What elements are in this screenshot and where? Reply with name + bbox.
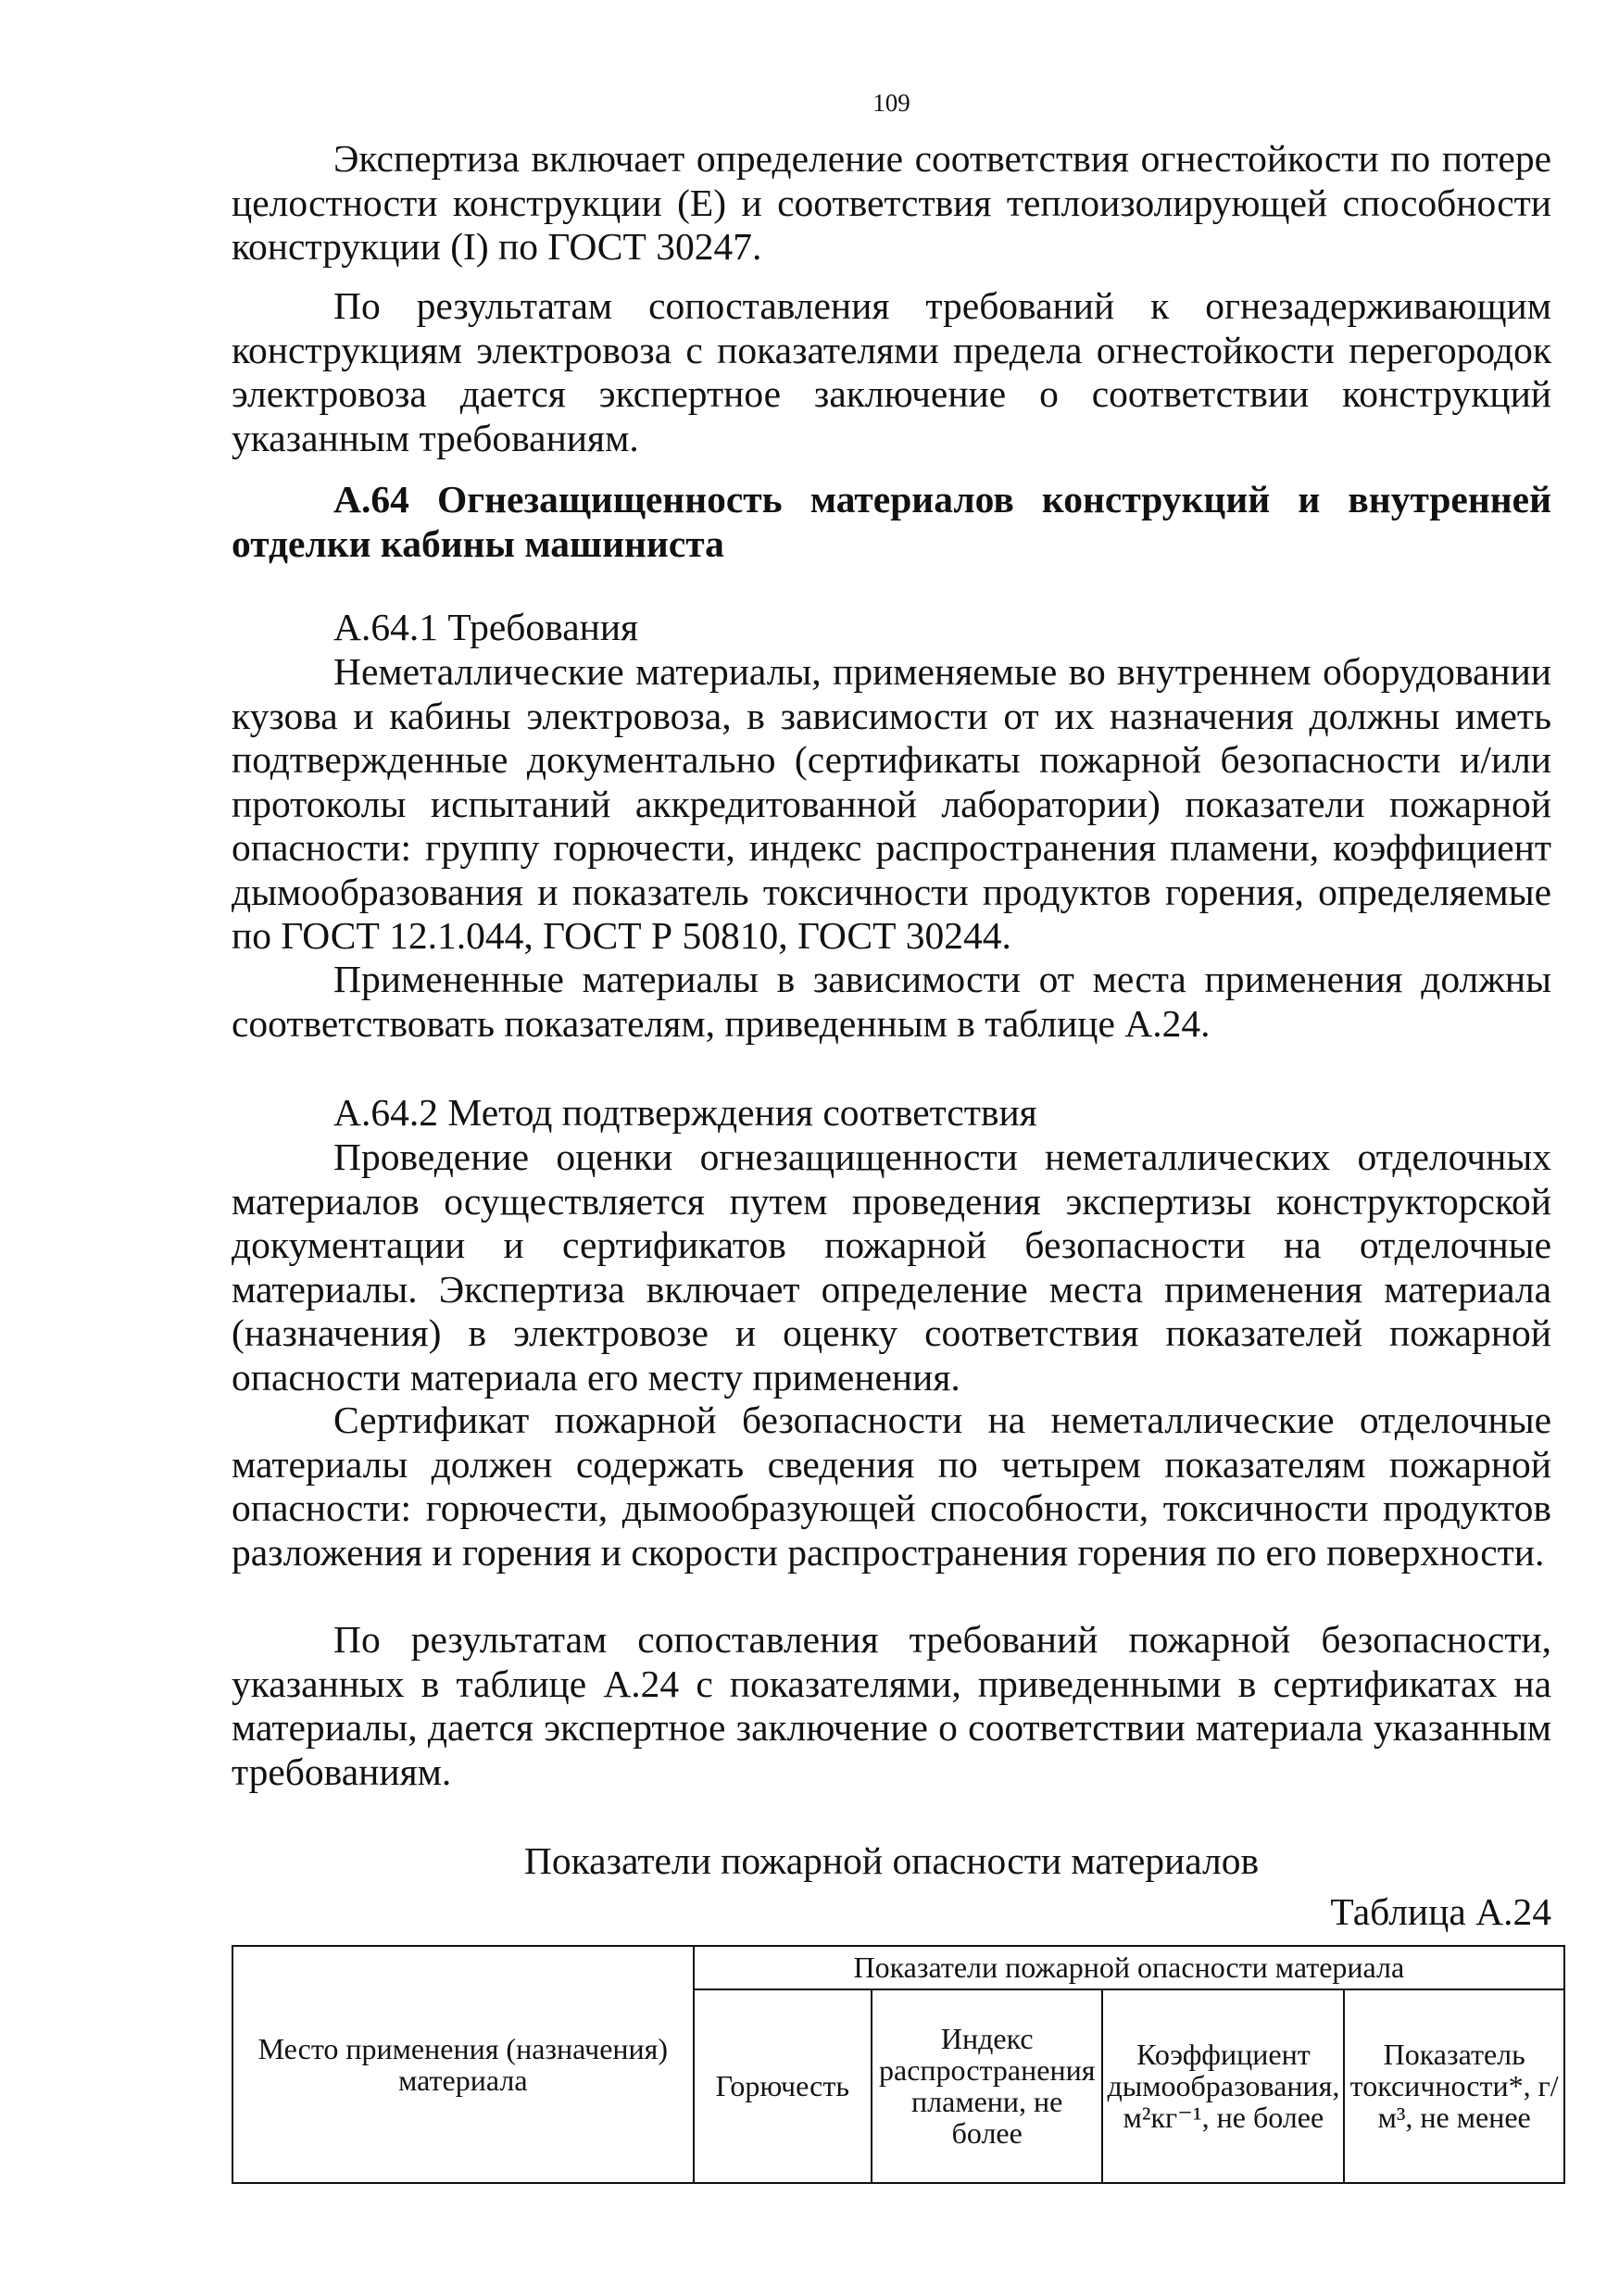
table-label: Таблица А.24: [1330, 1890, 1551, 1933]
header-combustibility: Горючесть: [694, 1989, 872, 2183]
subsection-title-requirements: А.64.1 Требования: [333, 606, 639, 648]
header-fire-hazard-group: Показатели пожарной опасности материала: [694, 1946, 1564, 1989]
paragraph-certificate-content: Сертификат пожарной безопасности на неметаллические отделочные материалы должен содержать сведения по четырем показателям пожарной опасности: горючести, дымообразующей способности, токсичности продуктов разложения и горения и скорости распространения горения по его поверхности.: [232, 1399, 1551, 1574]
table-title: Показатели пожарной опасности материалов: [523, 1839, 1260, 1882]
paragraph-applied-materials: Примененные материалы в зависимости от места применения должны соответствовать показателям, приведенным в таблице А.24.: [232, 958, 1551, 1045]
paragraph-expertise-integrity: Экспертиза включает определение соответствия огнестойкости по потере целостности конструкции (Е) и соответствия теплоизолирующей способности конструкции (I) по ГОСТ 30247.: [232, 137, 1551, 268]
paragraph-fire-barrier-conclusion: По результатам сопоставления требований к огнезадерживающим конструкциям электровоза с показателями предела огнестойкости перегородок электровоза дается экспертное заключение о соответствии конструкций указанным требованиям.: [232, 284, 1551, 459]
header-flame-spread-index: Индекс распространения пламени, не более: [872, 1989, 1103, 2183]
header-smoke-coefficient: Коэффициент дымообразования, м²кг⁻¹, не более: [1102, 1989, 1344, 2183]
paragraph-nonmetal-requirements: Неметаллические материалы, применяемые во внутреннем оборудовании кузова и кабины электровоза, в зависимости от их назначения должны иметь подтвержденные документально (сертификаты пожарной безопасности и/или протоколы испытаний аккредитованной лаборатории) показатели пожарной опасности: группу горючести, индекс распространения пламени, коэффициент дымообразования и показатель токсичности продуктов горения, определяемые по ГОСТ 12.1.044, ГОСТ Р 50810, ГОСТ 30244.: [232, 650, 1551, 957]
page-number: 109: [872, 89, 910, 117]
header-toxicity: Показатель токсичности*, г/м³, не менее: [1344, 1989, 1564, 2183]
section-heading-a64: А.64 Огнезащищенность материалов конструкций и внутренней отделки кабины машиниста: [232, 478, 1551, 565]
header-place-of-use: Место применения (назначения) материала: [232, 1946, 694, 2183]
paragraph-assessment-method: Проведение оценки огнезащищенности неметаллических отделочных материалов осуществляется путем проведения экспертизы конструкторской документации и сертификатов пожарной безопасности на отделочные материалы. Экспертиза включает определение места применения материала (назначения) в электровозе и оценку соответствия показателей пожарной опасности материала его месту применения.: [232, 1135, 1551, 1399]
paragraph-comparison-conclusion: По результатам сопоставления требований пожарной безопасности, указанных в таблице А.24 с показателями, приведенными в сертификатах на материалы, дается экспертное заключение о соответствии материала указанным требованиям.: [232, 1618, 1551, 1793]
fire-hazard-table: [232, 1945, 1565, 2184]
subsection-title-method: А.64.2 Метод подтверждения соответствия: [333, 1091, 1037, 1134]
table-header-row: [232, 1946, 1564, 1989]
